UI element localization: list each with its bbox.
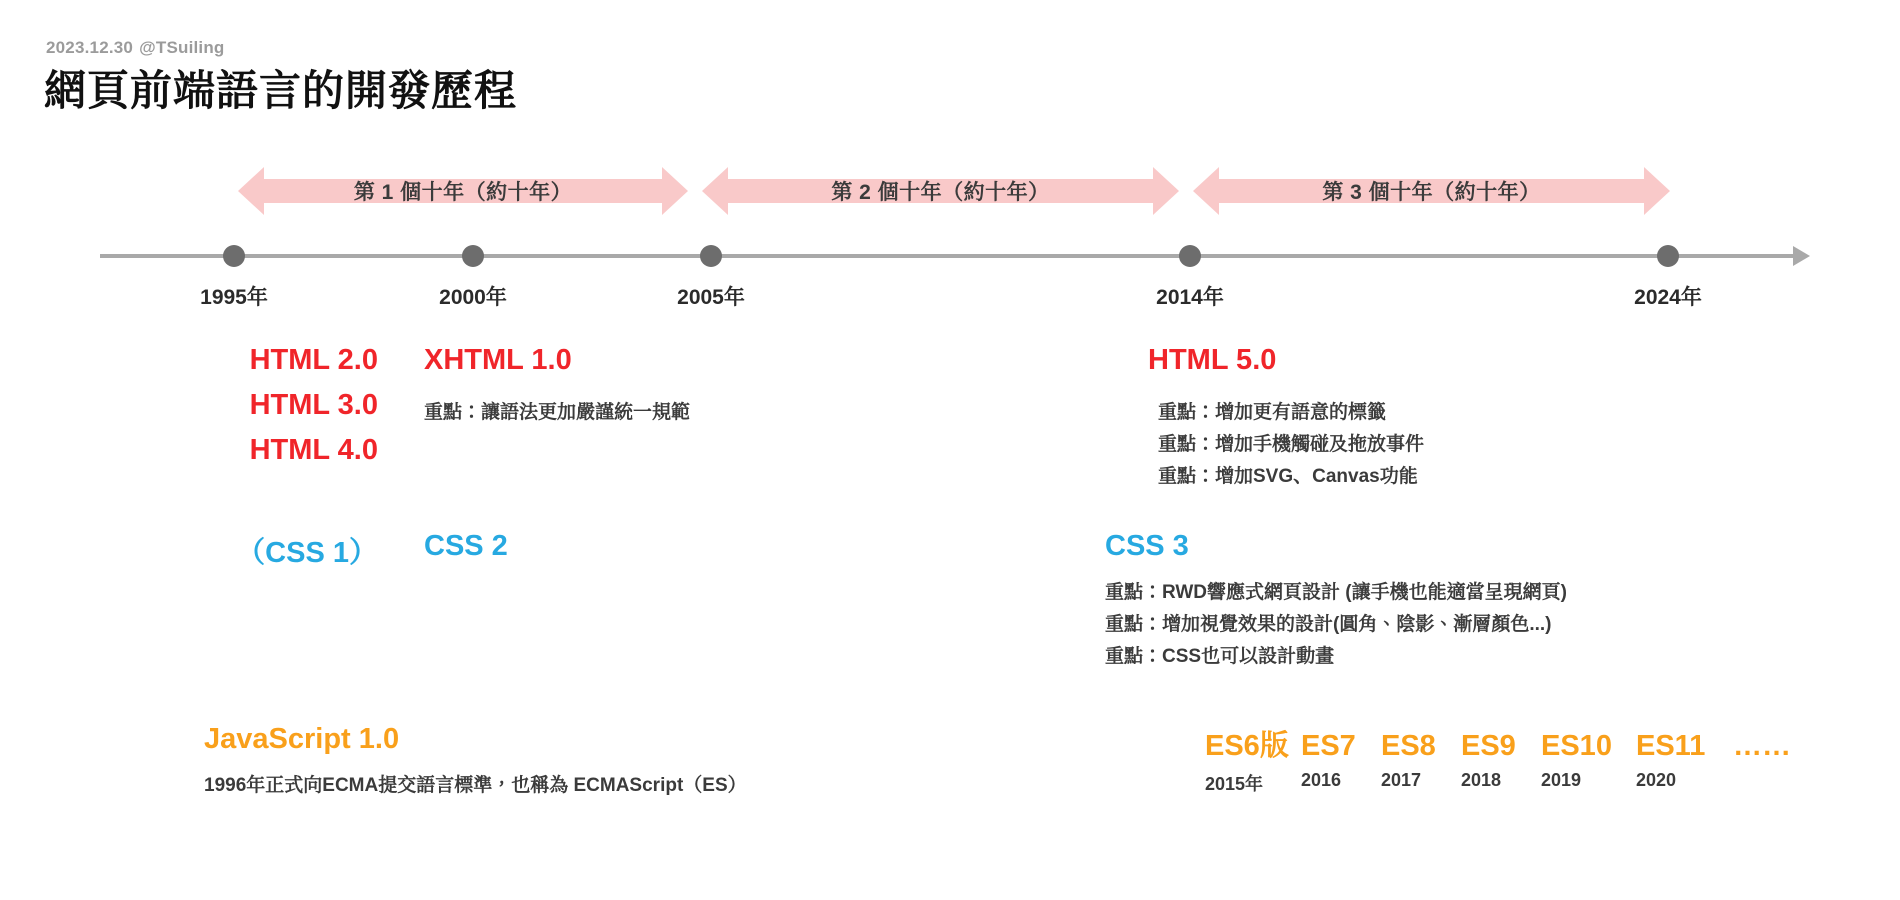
timeline-node-2005 (700, 245, 722, 267)
es-versions-block (1205, 723, 1791, 796)
es-version-label: ES9 (1461, 730, 1516, 762)
html5-note: 重點：增加SVG、Canvas功能 (1158, 465, 1418, 487)
css3-note: 重點：CSS也可以設計動畫 (1105, 645, 1335, 667)
page-title: 網頁前端語言的開發歷程 (44, 67, 518, 114)
decade-label: 第 1 個十年（約十年） (353, 181, 573, 204)
es-version-label: ES6版 (1205, 730, 1289, 762)
timeline-year-label: 2014年 (1156, 286, 1224, 309)
es-year-label: 2018 (1461, 770, 1502, 790)
decade-arrow-2 (702, 163, 1179, 219)
timeline-year-label: 2024年 (1634, 286, 1702, 309)
decade-label: 第 2 個十年（約十年） (831, 181, 1050, 204)
xhtml-block-2000 (424, 338, 690, 429)
es-version-label: ES10 (1541, 730, 1612, 762)
timeline-year-label: 2000年 (439, 286, 507, 309)
css2-block (424, 530, 508, 563)
es-version-label: ES8 (1381, 730, 1436, 762)
html-versions-1995 (100, 338, 378, 473)
es-year-label: 2017 (1381, 770, 1422, 790)
timeline-node-2014 (1179, 245, 1201, 267)
css3-note: 重點：增加視覺效果的設計(圓角、陰影、漸層顏色...) (1105, 613, 1552, 635)
html5-block-2014 (1148, 338, 1424, 493)
es-year-label: 2019 (1541, 770, 1582, 790)
timeline-year-label: 1995年 (200, 286, 268, 309)
javascript-version-label: JavaScript 1.0 (204, 723, 400, 755)
css1-block (100, 530, 378, 571)
html-version-label: HTML 4.0 (249, 433, 378, 466)
javascript-block (204, 723, 747, 802)
es-year-row (1205, 770, 1791, 796)
es-year-label: 2015年 (1205, 774, 1264, 794)
es-version-row (1205, 723, 1791, 764)
html5-note: 重點：增加手機觸碰及拖放事件 (1158, 433, 1425, 455)
es-version-label: ES7 (1301, 730, 1356, 762)
css2-version-label: CSS 2 (424, 530, 508, 562)
author-handle: @TSuiling (139, 38, 225, 57)
decade-arrow-3 (1193, 163, 1670, 219)
timeline-year-label: 2005年 (677, 286, 745, 309)
publish-date: 2023.12.30 (46, 38, 134, 57)
decade-arrow-1 (238, 163, 688, 219)
css1-version-label: （CSS 1） (236, 537, 378, 569)
es-year-label: 2016 (1301, 770, 1342, 790)
css3-note: 重點：RWD響應式網頁設計 (讓手機也能適當呈現網頁) (1105, 582, 1567, 603)
html5-note: 重點：增加更有語意的標籤 (1158, 401, 1387, 423)
css3-version-label: CSS 3 (1105, 530, 1189, 562)
html5-version-label: HTML 5.0 (1148, 344, 1277, 376)
timeline-axis-arrow-icon (1793, 246, 1810, 266)
timeline-node-2024 (1657, 245, 1679, 267)
html-version-label: HTML 3.0 (249, 388, 378, 421)
xhtml-note: 重點：讓語法更加嚴謹統一規範 (424, 401, 691, 423)
javascript-note: 1996年正式向ECMA提交語言標準，也稱為 ECMAScript（ES） (204, 775, 747, 796)
es-version-label: …… (1733, 730, 1791, 762)
es-version-label: ES11 (1636, 730, 1706, 762)
timeline-node-2000 (462, 245, 484, 267)
es-year-label: 2020 (1636, 770, 1677, 790)
meta-line (46, 38, 225, 58)
html-version-label: HTML 2.0 (249, 344, 378, 376)
decade-label: 第 3 個十年（約十年） (1322, 181, 1541, 204)
timeline-node-1995 (223, 245, 245, 267)
timeline-axis (100, 254, 1800, 258)
css3-block (1105, 530, 1567, 673)
xhtml-version-label: XHTML 1.0 (424, 344, 572, 376)
